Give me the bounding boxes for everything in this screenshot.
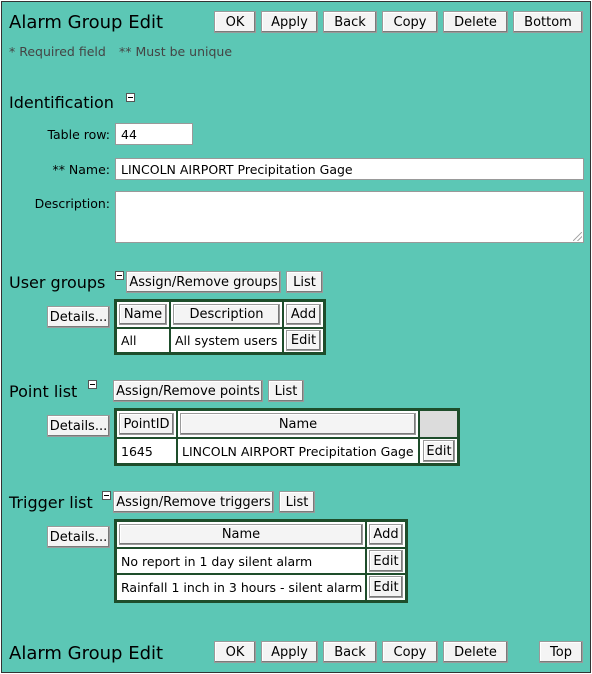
table-cell: LINCOLN AIRPORT Precipitation Gage: [178, 439, 418, 463]
sort-description-button[interactable]: Description: [173, 304, 280, 325]
add-trigger-button[interactable]: Add: [369, 524, 403, 545]
point-list-heading: Point list: [9, 382, 78, 401]
table-header-cell: [117, 522, 365, 547]
apply-button[interactable]: Apply: [261, 11, 318, 33]
back-button[interactable]: Back: [323, 641, 377, 663]
delete-button[interactable]: Delete: [443, 11, 508, 33]
assign-groups-button[interactable]: Assign/Remove groups: [126, 271, 281, 293]
description-wrapper: [115, 191, 584, 243]
table-header-cell: [117, 411, 176, 437]
sort-point-name-button[interactable]: Name: [180, 413, 416, 435]
description-textarea[interactable]: [115, 191, 584, 243]
table-cell: Rainfall 1 inch in 3 hours - silent alarm: [117, 575, 365, 600]
ok-button[interactable]: OK: [214, 641, 256, 663]
trigger-list-table: [114, 519, 408, 603]
table-cell: 1645: [117, 439, 176, 463]
triggers-details-button[interactable]: Details...: [47, 526, 110, 548]
table-cell: No report in 1 day silent alarm: [117, 549, 365, 573]
unique-note: ** Must be unique: [119, 44, 233, 59]
trigger-list-heading: Trigger list: [9, 493, 93, 512]
edit-group-button[interactable]: Edit: [286, 330, 321, 351]
edit-trigger-button[interactable]: Edit: [369, 550, 403, 572]
name-input[interactable]: [115, 158, 584, 180]
table-row-input[interactable]: [115, 123, 193, 145]
assign-points-button[interactable]: Assign/Remove points: [113, 380, 263, 402]
collapse-minus-icon[interactable]: [102, 491, 111, 500]
copy-button[interactable]: Copy: [382, 11, 438, 33]
assign-triggers-button[interactable]: Assign/Remove triggers: [113, 491, 274, 513]
user-groups-table: [114, 299, 326, 355]
table-cell: [367, 575, 405, 600]
sort-trigger-name-button[interactable]: Name: [119, 524, 363, 545]
collapse-minus-icon[interactable]: [126, 93, 135, 102]
apply-button[interactable]: Apply: [261, 641, 318, 663]
add-group-button[interactable]: Add: [286, 304, 321, 325]
table-header-cell: [171, 302, 282, 327]
table-header-cell: [420, 411, 457, 437]
table-header-cell: [284, 302, 323, 327]
edit-point-button[interactable]: Edit: [423, 440, 455, 462]
points-list-button[interactable]: List: [268, 380, 304, 402]
sort-name-button[interactable]: Name: [119, 304, 167, 325]
table-cell: All: [117, 329, 169, 352]
groups-details-button[interactable]: Details...: [47, 306, 110, 328]
description-label: Description:: [34, 196, 110, 211]
triggers-list-button[interactable]: List: [279, 491, 315, 513]
ok-button[interactable]: OK: [214, 11, 256, 33]
name-label: ** Name:: [52, 162, 110, 177]
user-groups-heading: User groups: [9, 273, 106, 292]
table-header-cell: [117, 302, 169, 327]
resize-grip-icon[interactable]: [573, 232, 582, 241]
point-list-table: [114, 408, 460, 466]
back-button[interactable]: Back: [323, 11, 377, 33]
table-header-cell: [178, 411, 418, 437]
collapse-minus-icon[interactable]: [115, 271, 124, 280]
collapse-minus-icon[interactable]: [88, 380, 97, 389]
delete-button[interactable]: Delete: [443, 641, 508, 663]
required-note: * Required field: [9, 44, 106, 59]
bottom-button[interactable]: Bottom: [513, 11, 583, 33]
groups-list-button[interactable]: List: [286, 271, 323, 293]
top-button[interactable]: Top: [539, 641, 583, 663]
table-cell: All system users: [171, 329, 282, 352]
table-cell: [284, 329, 323, 352]
table-header-cell: [367, 522, 405, 547]
footer-title: Alarm Group Edit: [9, 643, 164, 664]
table-cell: [367, 549, 405, 573]
copy-button[interactable]: Copy: [382, 641, 438, 663]
identification-heading: Identification: [9, 93, 114, 112]
sort-pointid-button[interactable]: PointID: [119, 413, 174, 435]
points-details-button[interactable]: Details...: [47, 415, 110, 437]
table-cell: [420, 439, 457, 463]
table-row-label: Table row:: [47, 127, 110, 142]
edit-trigger-button[interactable]: Edit: [369, 576, 403, 598]
page-frame: [1, 1, 591, 673]
page-title: Alarm Group Edit: [9, 12, 164, 33]
